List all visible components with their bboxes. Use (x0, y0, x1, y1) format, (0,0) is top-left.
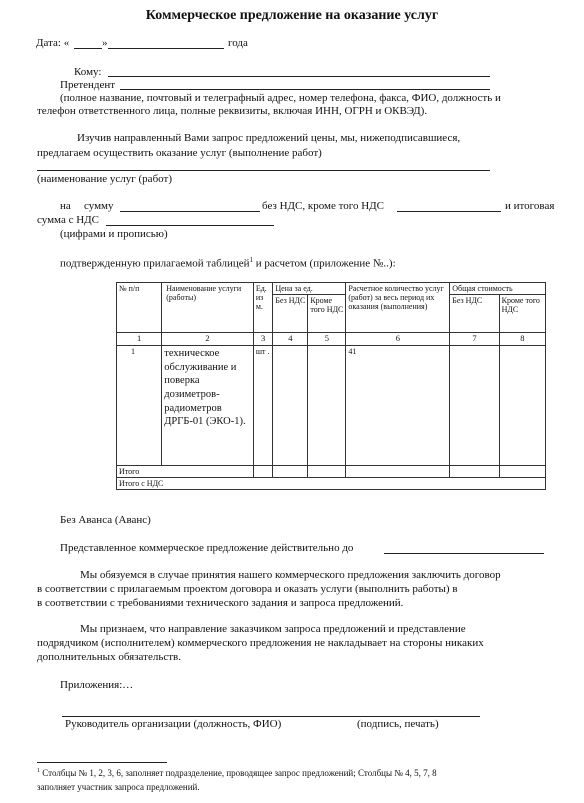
itogo-cell[interactable] (273, 465, 308, 477)
date-month-line[interactable] (108, 48, 224, 49)
header-price: Цена за ед. (273, 283, 346, 295)
col-number: 4 (273, 333, 308, 346)
date-suffix: года (228, 37, 248, 49)
footnote-text-1: Столбцы № 1, 2, 3, 6, заполняет подразделение, проводящее запрос предложений; Столбцы № 4, 5, 7, 8 (42, 768, 437, 778)
services-hint: (наименование услуг (работ) (37, 173, 172, 185)
recognition-line-1: Мы признаем, что направление заказчиком запроса предложений и представление (80, 623, 466, 635)
itogo-cell (253, 465, 273, 477)
intro-line-1: Изучив направленный Вами запрос предложений цены, мы, нижеподписавшиеся, (77, 132, 461, 144)
confirmed-tail: и расчетом (приложение №..): (253, 257, 396, 270)
header-total-vat: Кроме того НДС (499, 295, 545, 333)
sum-na: на (60, 200, 71, 212)
column-number-row (117, 333, 546, 346)
itogo-vat-label: Итого с НДС (117, 478, 546, 490)
row-service-name: техническое обслуживание и поверка дозиметров-радиометров ДРГБ-01 (ЭКО-1). (162, 345, 254, 465)
footnote-marker: 1 (37, 768, 40, 774)
sum-summu: сумму (84, 200, 114, 212)
header-total-novat: Без НДС (450, 295, 499, 333)
col-number: 8 (499, 333, 545, 346)
confirmed-text: подтвержденную прилагаемой таблицей (60, 257, 250, 270)
date-mid: » (102, 37, 108, 49)
row-unit: шт . (253, 345, 273, 465)
footnote-line-2: заполняет участник запроса предложений. (37, 782, 200, 792)
date-prefix: Дата: « (36, 37, 70, 49)
services-table (116, 282, 546, 490)
sum-no-vat-label: без НДС, кроме того НДС (262, 200, 385, 212)
itogo-vat-row (117, 478, 546, 490)
sum-and-total: и итоговая (505, 200, 555, 212)
applicant-line[interactable] (120, 89, 490, 90)
applicant-hint-1: (полное название, почтовый и телеграфный адрес, номер телефона, факса, ФИО, должность и (60, 92, 501, 104)
row-total-vat[interactable] (499, 345, 545, 465)
itogo-cell (346, 465, 450, 477)
header-total: Общая стоимость (450, 283, 546, 295)
col-number: 5 (308, 333, 346, 346)
itogo-label: Итого (117, 465, 254, 477)
signature-line[interactable] (62, 716, 480, 717)
row-price-vat[interactable] (308, 345, 346, 465)
header-qty: Расчетное количество услуг (работ) за весь период их оказания (выполнения) (346, 283, 450, 333)
header-name: Наименование услуги (работы) (162, 283, 254, 333)
obligation-line-3: в соответствии с требованиями технического задания и запроса предложений. (37, 597, 404, 609)
row-num: 1 (117, 345, 162, 465)
signer-label: Руководитель организации (должность, ФИО) (65, 718, 282, 730)
confirmed-line (60, 256, 396, 270)
obligation-line-2: в соответствии с прилагаемым проектом договора и оказать услуги (выполнить работы) в (37, 583, 458, 595)
itogo-cell[interactable] (450, 465, 499, 477)
sum-vat-line[interactable] (397, 211, 501, 212)
recognition-line-2: подрядчиком (исполнителем) коммерческого предложения не накладывает на стороны никаких (37, 637, 484, 649)
row-qty: 41 (346, 345, 450, 465)
attachments-label: Приложения:… (60, 679, 134, 691)
sum-hint: (цифрами и прописью) (60, 228, 168, 240)
row-total-novat[interactable] (450, 345, 499, 465)
row-price-novat[interactable] (273, 345, 308, 465)
footnote-ref[interactable]: 1 (249, 256, 254, 264)
table-header-row (117, 283, 546, 295)
col-number: 6 (346, 333, 450, 346)
intro-line-2: предлагаем осуществить оказание услуг (выполнение работ) (37, 147, 322, 159)
table-row (117, 345, 546, 465)
document-title: Коммерческое предложение на оказание услуг (145, 8, 439, 23)
col-number: 1 (117, 333, 162, 346)
validity-date-line[interactable] (384, 553, 544, 554)
header-num: № п/п (117, 283, 162, 333)
applicant-label: Претендент (60, 79, 116, 91)
recognition-line-3: дополнительных обязательств. (37, 651, 181, 663)
col-number: 7 (450, 333, 499, 346)
footnote-separator (37, 762, 167, 763)
validity-text: Представленное коммерческое предложение действительно до (60, 542, 354, 554)
obligation-line-1: Мы обязуемся в случае принятия нашего коммерческого предложения заключить договор (80, 569, 501, 581)
itogo-row (117, 465, 546, 477)
itogo-cell[interactable] (308, 465, 346, 477)
footnote-line-1 (37, 768, 437, 778)
to-label: Кому: (74, 66, 102, 78)
sum-with-vat-label: сумма с НДС (37, 214, 99, 226)
signature-label: (подпись, печать) (357, 718, 439, 730)
header-price-novat: Без НДС (273, 295, 308, 333)
sum-no-vat-line[interactable] (120, 211, 260, 212)
col-number: 3 (253, 333, 273, 346)
itogo-cell[interactable] (499, 465, 545, 477)
services-line[interactable] (37, 170, 490, 171)
header-unit: Ед. из м. (253, 283, 273, 333)
sum-with-vat-line[interactable] (106, 225, 274, 226)
to-line[interactable] (108, 76, 490, 77)
advance-text: Без Аванса (Аванс) (60, 514, 151, 526)
date-day-line[interactable] (74, 48, 102, 49)
header-price-vat: Кроме того НДС (308, 295, 346, 333)
col-number: 2 (162, 333, 254, 346)
applicant-hint-2: телефон ответственного лица, полные реквизиты, включая ИНН, ОГРН и ОКВЭД). (37, 105, 428, 117)
